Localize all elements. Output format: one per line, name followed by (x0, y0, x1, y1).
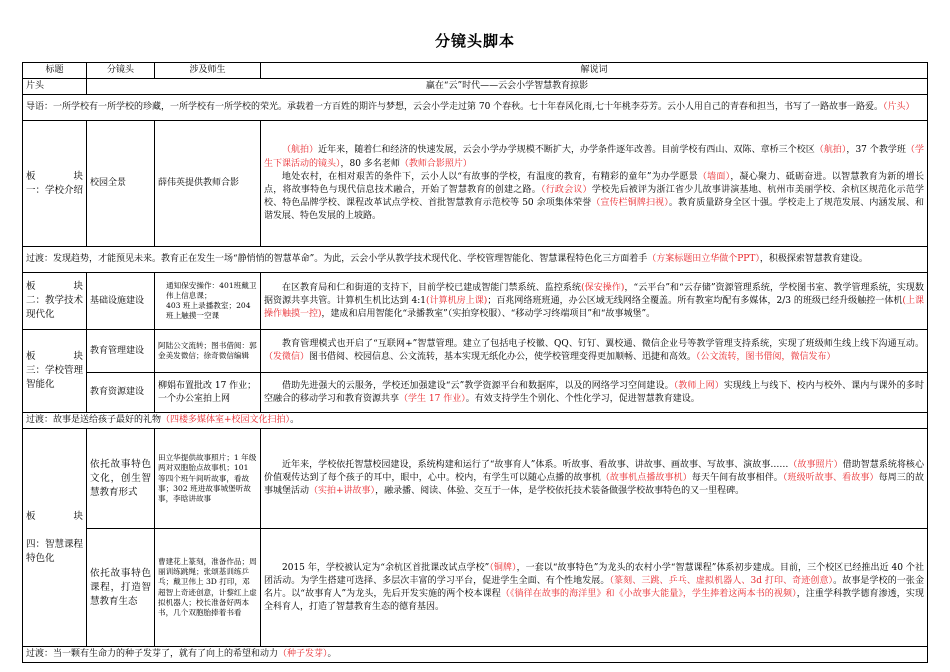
section-row (23, 330, 928, 373)
section-row (23, 273, 928, 330)
section-row (23, 121, 928, 247)
intro-text: 导语：一所学校有一所学校的珍藏，一所学校有一所学校的荣光。承载着一方百姓的期许与梦想，云会小学走过第 70 个春秋。七十年春风化雨,七十年桃李芬芳。云小人用自己的青春和担当，书写了一路故事一路爱。（片头） (23, 95, 928, 121)
cast-cell: 田立华提供故事照片；1 年级两对双胞胎点故事机；101 等四个班午间听故事，看故事；302 班进故事城堡听故事，李晗讲故事 (155, 429, 261, 529)
transition-text: 过渡：故事是送给孩子最好的礼物（四楼多媒体室+校园文化扫拍）。 (23, 413, 928, 429)
shot-cell: 校园全景 (87, 121, 155, 247)
cast-cell: 通知保安操作：401班戴卫伟上信息课； 403 班上录播教室；204 班上触摸一空课 (155, 273, 261, 330)
section-label: 板 块 三：学校管理智能化 (23, 330, 87, 413)
section-label: 板 块 四：智慧课程特色化 (23, 429, 87, 647)
header-cell: 涉及师生 (155, 63, 261, 79)
narration-cell: 在区教育局和仁和街道的支持下，目前学校已建成智能门禁系统、监控系统(保安操作)，“云平台”和“云存储”资源管理系统，学校图书室、教学管理系统，实现数据资源共享共管。计算机生机比达到 4:1(计算机房上课)；百兆网络班班通，办公区域无线网络全覆盖。所有教室均配有多媒体，2/3 的班级已经升级触控一体机(上课操作触摸一控)，建成和启用智能化“录播教室”（实拍穿校服）、“移动学习终端项目”和“故事城堡”。 (261, 273, 928, 330)
narration-cell: 近年来，学校依托智慧校园建设，系统构建和运行了“故事育人”体系。听故事、看故事、讲故事、画故事、写故事、演故事……（故事照片）借助智慧系统将核心价值观传达到了每个孩子的耳中，眼中，心中。校内，有学生可以随心点播的故事机（故事机点播故事机）每天午间有故事相伴。（班级听故事、看故事）每周三的故事城堡活动（实拍+讲故事），融录播、阅读、体验、交互于一体，是学校依托技术装备做强学校故事特色的又一里程碑。 (261, 429, 928, 529)
narration-cell: 教育管理模式也开启了“互联网+”智慧管理。建立了包括电子校徽、QQ、钉钉、翼校通、微信企业号等教学管理支持系统，实现了班级师生线上线下沟通互动。（发微信）图书借阅、校园信息、公文流转，基本实现无纸化办公，使学校管理变得更加顺畅、迅捷和高效。（公文流转，图书借阅，微信发布） (261, 330, 928, 373)
section-row (23, 373, 928, 413)
header-cell: 解说词 (261, 63, 928, 79)
shot-cell: 依托故事特色文化，创生智慧教育形式 (87, 429, 155, 529)
cast-cell: 薛伟英提供教师合影 (155, 121, 261, 247)
transition-row (23, 647, 928, 663)
section-row (23, 429, 928, 529)
page-title: 分镜头脚本 (434, 32, 515, 50)
cast-cell: 阿陆公文流转；图书借阅：郭金美发微信；徐奇微信编辑 (155, 330, 261, 373)
cast-cell: 柳娟布置批改 17 作业；一个办公室拍上网 (155, 373, 261, 413)
shot-cell: 基础设施建设 (87, 273, 155, 330)
transition-text: 过渡：发现趋势，才能预见未来。教育正在发生一场“静悄悄的智慧革命”。为此，云会小学从教学技术现代化、学校管理智能化、智慧课程特色化三方面着手（方案标题田立华做个PPT），积极探索智慧教育建设。 (23, 247, 928, 273)
narration-cell: （航拍）近年来，随着仁和经济的快速发展，云会小学办学规模不断扩大，办学条件逐年改善。目前学校有西山、双陈、章桥三个校区（航拍），37 个教学班（学生下课活动的镜头），80 多名老师（教师合影照片） 地处农村，在相对艰苦的条件下，云小人以“有故事的学校，有温度的教育，有精彩的童年”为办学愿景（墙面），凝心聚力、砥砺奋进。以智慧教育为新的增长点，将故事特色与现代信息技术融合，开始了智慧教育的创建之路。（行政会议）学校先后被评为浙江省少儿故事讲演基地、杭州市美丽学校、余杭区规范化示范学校、特色品牌学校、课程改革试点学校、首批智慧教育示范校等 50 余项集体荣誉（宣传栏铜牌扫视）。教育质量跻身全区十强。学校走上了规范发展、内涵发展、和谐发展、特色发展的上坡路。 (261, 121, 928, 247)
shot-cell: 教育管理建设 (87, 330, 155, 373)
opening-text: 赢在“云”时代——云会小学智慧教育掠影 (87, 79, 928, 95)
cast-cell: 曹建花上篆刻，准备作品；周丽训练跳绳；张颂基训练乒乓；戴卫伟上 3D 打印，邓超智上奇迹创意，计黎红上虚拟机器人；校长准备好两本书，几个双胞胎捧着书看 (155, 529, 261, 647)
narration-cell: 借助先进强大的云服务，学校还加强建设“云”教学资源平台和数据库，以及的网络学习空间建设。（教师上网）实现线上与线下、校内与校外、课内与课外的多时空融合的移动学习和教育资源共享（学生 17 作业）。有效支持学生个别化、个性化学习，促进智慧教育建设。 (261, 373, 928, 413)
opening-label: 片头 (23, 79, 87, 95)
transition-text: 过渡：当一颗有生命力的种子发芽了，就有了向上的希望和动力（种子发芽）。 (23, 647, 928, 663)
section-label: 板 块 一：学校介绍 (23, 121, 87, 247)
section-label: 板 块 二：教学技术现代化 (23, 273, 87, 330)
shot-cell: 依托故事特色课程，打造智慧教育生态 (87, 529, 155, 647)
section-row (23, 529, 928, 647)
header-cell: 标题 (23, 63, 87, 79)
shot-cell: 教育资源建设 (87, 373, 155, 413)
transition-row (23, 413, 928, 429)
intro-row (23, 95, 928, 121)
header-row (23, 63, 928, 79)
narration-cell: 2015 年，学校被认定为“余杭区首批课改试点学校”（铜牌），一套以“故事特色”为龙头的农村小学“智慧课程”体系初步建成。目前，三个校区已经推出近 40 个社团活动。为学生搭建可选择、多层次丰富的学习平台，促进学生全面、有个性地发展。（篆刻、三跳、乒乓、虚拟机器人、3d 打印、奇迹创意）。故事是学校的一张金名片。以“故事育人”为龙头，先后开发实施的两个校本课程（《徜徉在故事的海洋里》和《小故事大能量》，学生捧着这两本书的视频），注重学科教学德育渗透，实现全科育人，打造了智慧教育生态的德育基因。 (261, 529, 928, 647)
opening-row (23, 79, 928, 95)
header-cell: 分镜头 (87, 63, 155, 79)
transition-row (23, 247, 928, 273)
storyboard-table (22, 62, 928, 663)
